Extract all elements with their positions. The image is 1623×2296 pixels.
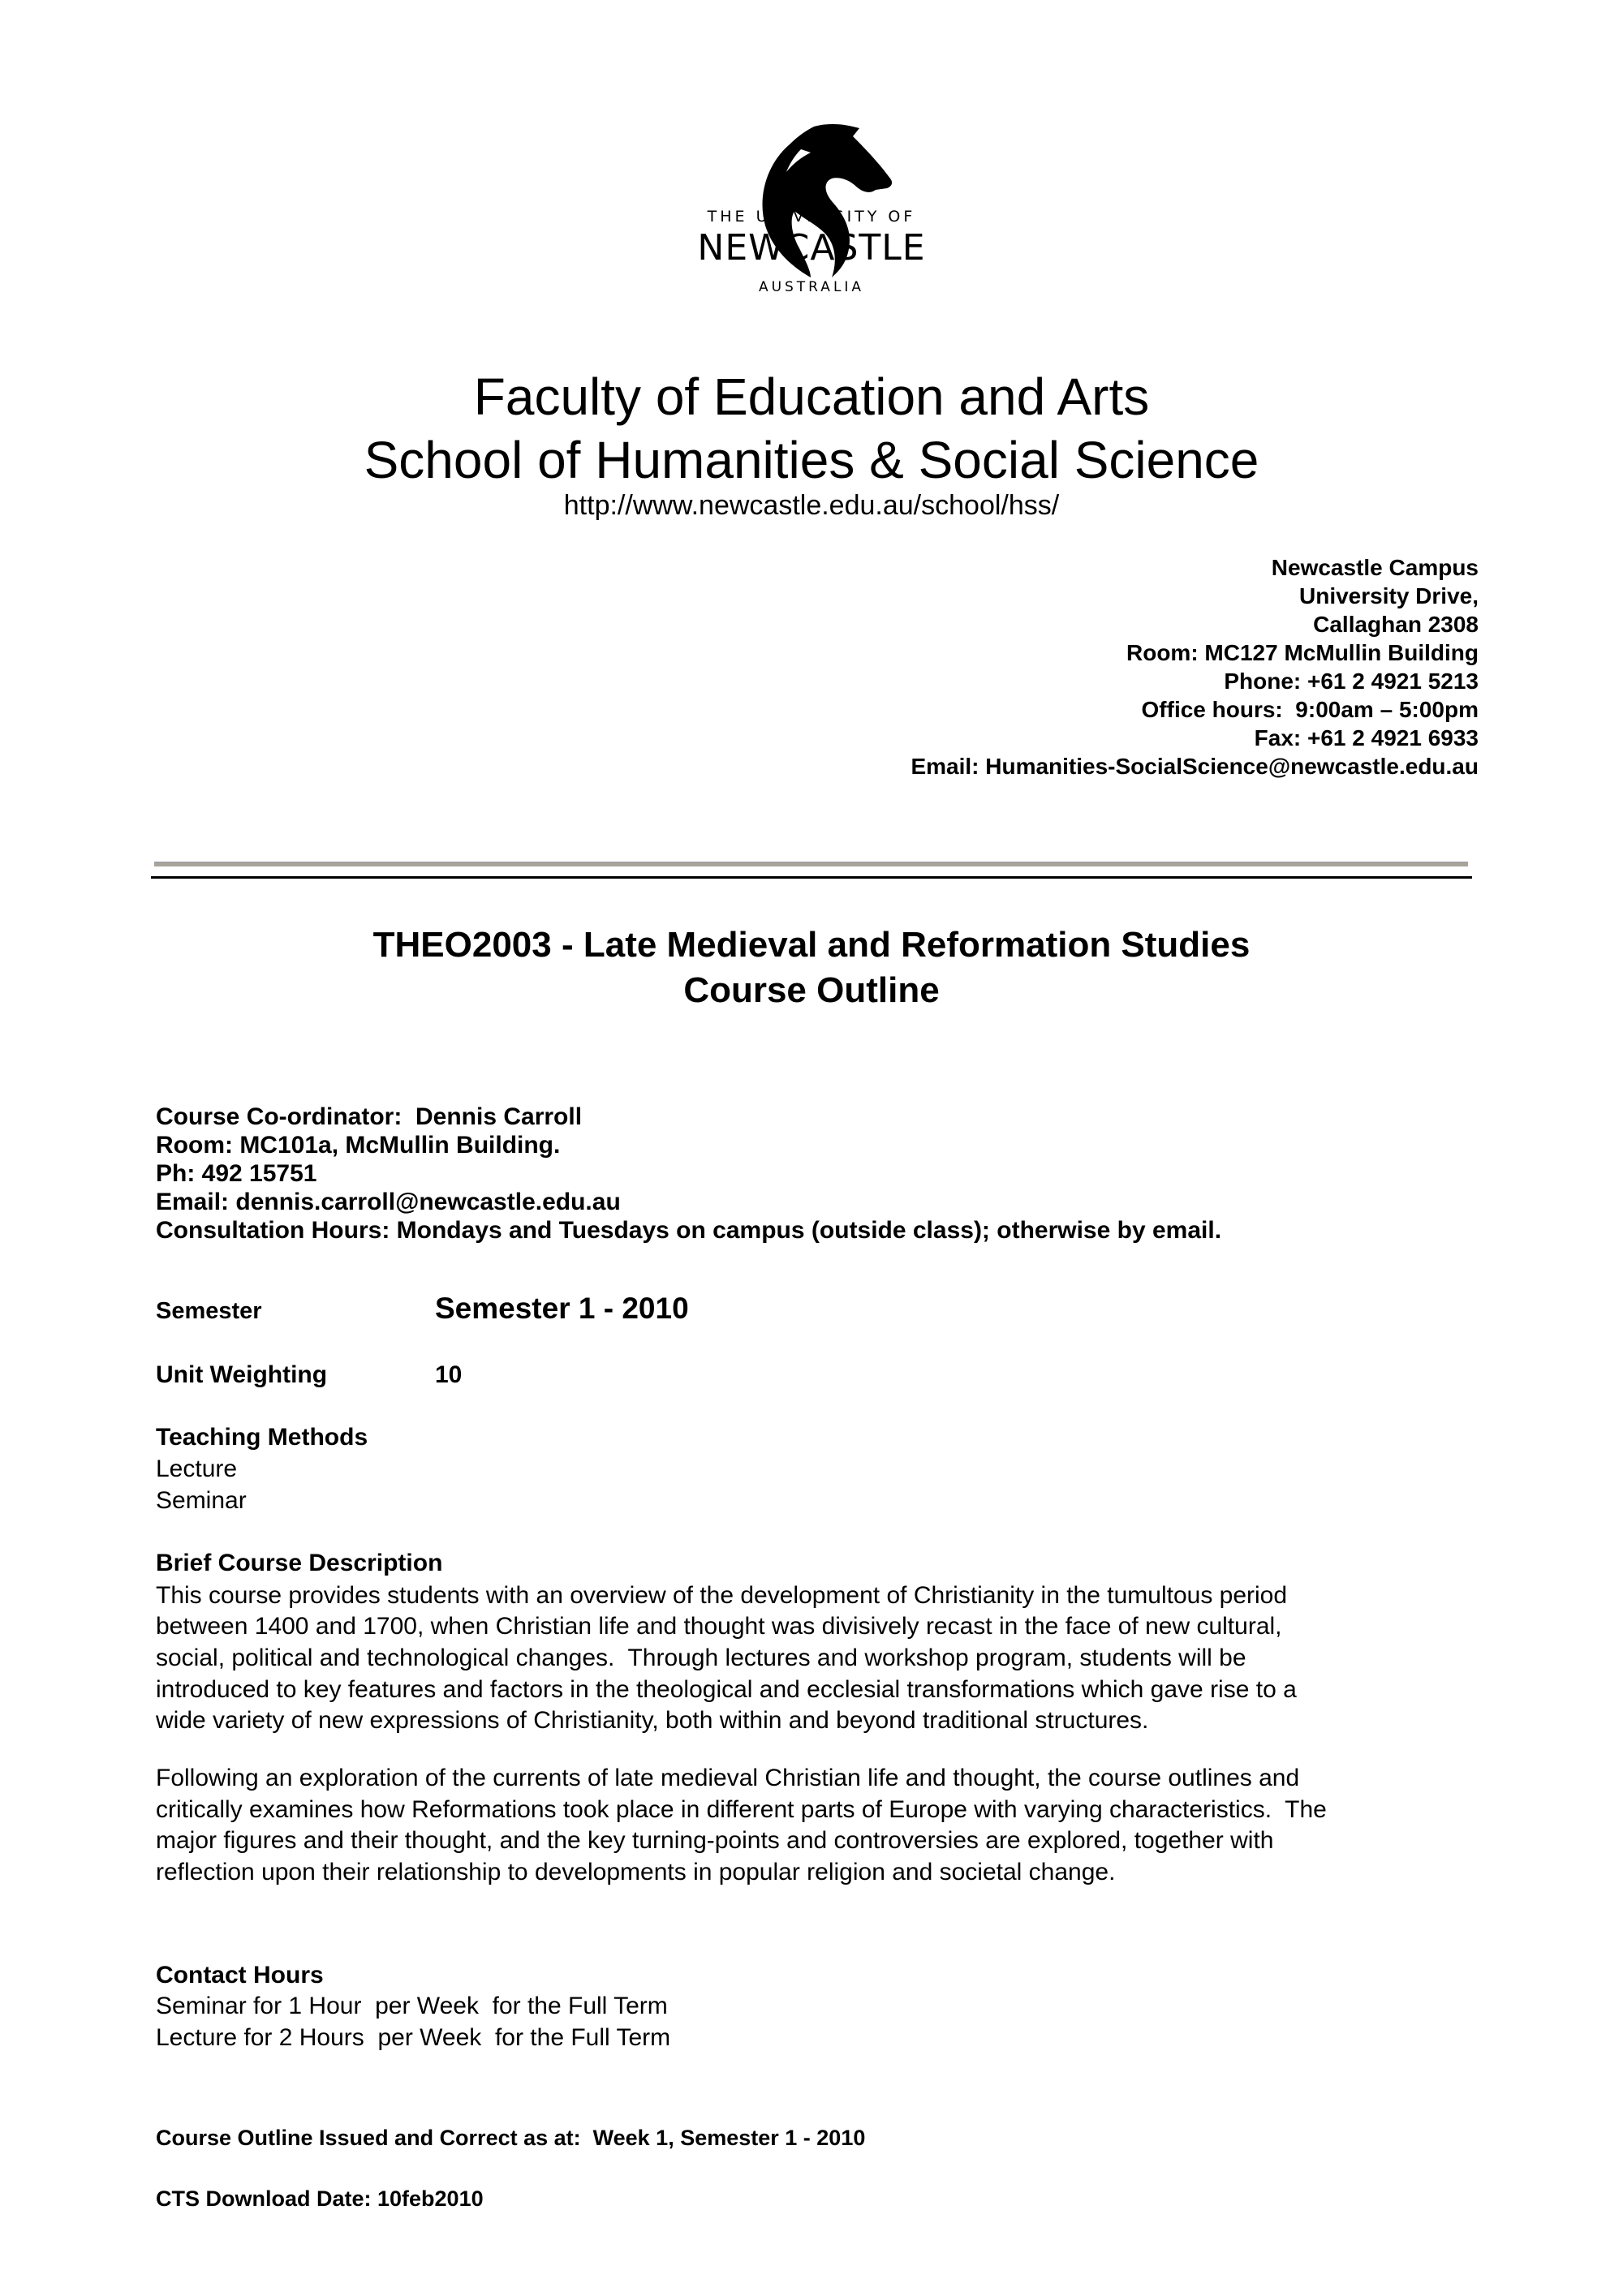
address-line: Newcastle Campus (1271, 555, 1479, 580)
address-line: Callaghan 2308 (1313, 612, 1479, 637)
teaching-method-item: Seminar (156, 1487, 247, 1514)
consultation-hours: Consultation Hours: Mondays and Tuesdays on campus (outside class); otherwise by email. (156, 1217, 1222, 1244)
description-line: critically examines how Reformations took place in different parts of Europe with varying characteristics. The (156, 1796, 1327, 1823)
school-url[interactable]: http://www.newcastle.edu.au/school/hss/ (563, 490, 1060, 521)
contact-hours-line: Lecture for 2 Hours per Week for the Full Term (156, 2024, 671, 2051)
teaching-method-item: Lecture (156, 1455, 238, 1482)
description-line: introduced to key features and factors in the theological and ecclesial transformations which gave rise to a (156, 1676, 1297, 1703)
description-line: social, political and technological changes. Through lectures and workshop program, students will be (156, 1645, 1246, 1671)
seahorse-horse-head-icon (710, 104, 913, 299)
download-date: CTS Download Date: 10feb2010 (156, 2186, 484, 2211)
school-title: School of Humanities & Social Science (364, 431, 1259, 489)
description-line: Following an exploration of the currents of late medieval Christian life and thought, the course outlines and (156, 1765, 1300, 1791)
address-line: Office hours: 9:00am – 5:00pm (1141, 697, 1479, 722)
unit-weighting-value: 10 (435, 1361, 463, 1388)
address-line: University Drive, (1299, 583, 1479, 608)
course-subtitle: Course Outline (683, 970, 940, 1010)
description-line: This course provides students with an overview of the development of Christianity in the tumultous period (156, 1582, 1288, 1609)
teaching-methods-heading: Teaching Methods (156, 1424, 368, 1451)
coordinator-room: Room: MC101a, McMullin Building. (156, 1132, 561, 1159)
logo-text-newcastle: NEWCASTLE (697, 227, 926, 269)
divider-black (151, 876, 1472, 879)
semester-value: Semester 1 - 2010 (435, 1292, 689, 1325)
description-line: major figures and their thought, and the key turning-points and controversies are explored, together with (156, 1827, 1274, 1854)
semester-label: Semester (156, 1298, 262, 1324)
contact-hours-line: Seminar for 1 Hour per Week for the Full Term (156, 1993, 668, 2019)
description-heading: Brief Course Description (156, 1550, 443, 1576)
description-line: reflection upon their relationship to developments in popular religion and societal change. (156, 1859, 1116, 1885)
issued-date: Course Outline Issued and Correct as at: Week 1, Semester 1 - 2010 (156, 2126, 866, 2150)
address-line: Room: MC127 McMullin Building (1126, 640, 1479, 665)
divider-gray (154, 862, 1468, 866)
address-email[interactable]: Email: Humanities-SocialScience@newcastle.edu.au (911, 754, 1479, 779)
logo-text-line1: THE UNIVERSITY OF (707, 208, 916, 226)
coordinator-email[interactable]: Email: dennis.carroll@newcastle.edu.au (156, 1189, 621, 1215)
unit-weighting-label: Unit Weighting (156, 1361, 328, 1388)
address-line: Fax: +61 2 4921 6933 (1254, 725, 1479, 750)
address-line: Phone: +61 2 4921 5213 (1224, 669, 1479, 694)
coordinator-phone: Ph: 492 15751 (156, 1160, 317, 1187)
logo-text-australia: AUSTRALIA (758, 279, 865, 295)
faculty-title: Faculty of Education and Arts (473, 368, 1150, 426)
course-title: THEO2003 - Late Medieval and Reformation Studies (372, 925, 1251, 965)
description-line: between 1400 and 1700, when Christian life and thought was divisively recast in the face of new cultural, (156, 1613, 1282, 1640)
coordinator-name: Course Co-ordinator: Dennis Carroll (156, 1103, 583, 1130)
description-line: wide variety of new expressions of Christianity, both within and beyond traditional structures. (156, 1707, 1149, 1734)
contact-hours-heading: Contact Hours (156, 1962, 324, 1989)
